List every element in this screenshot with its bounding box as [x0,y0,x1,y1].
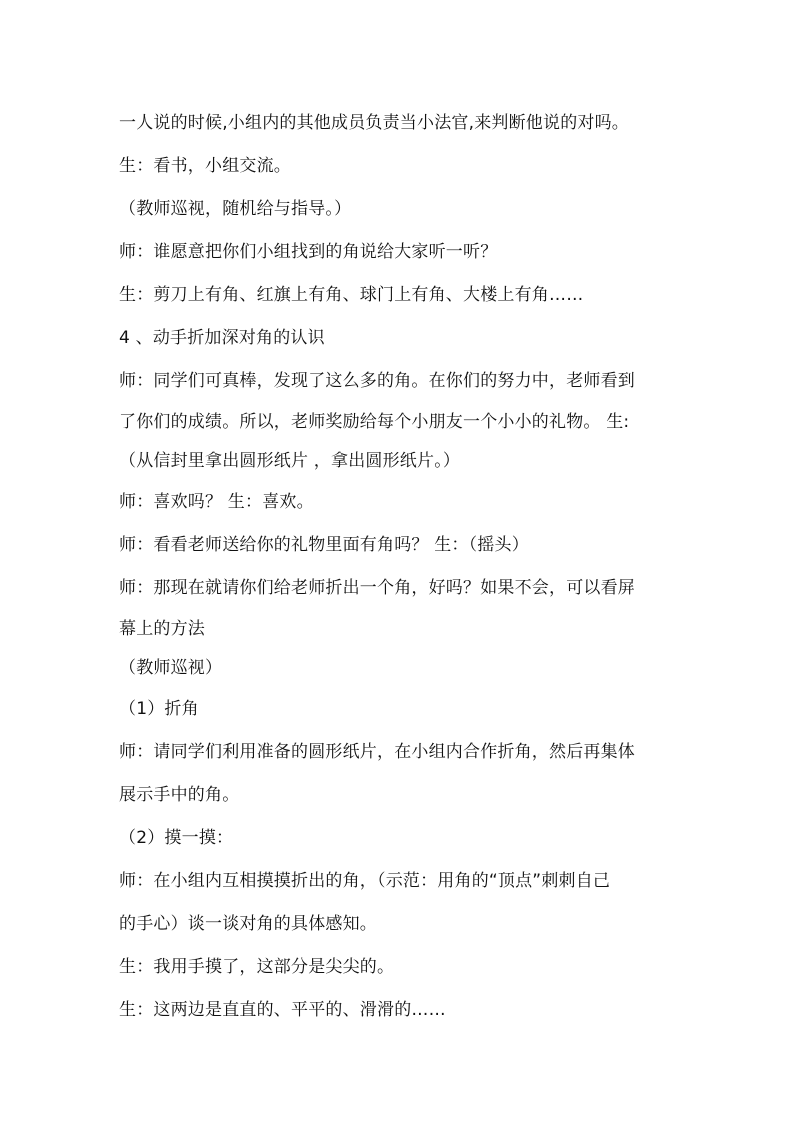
text-line-3: （教师巡视，随机给与指导。） [119,199,352,219]
subheading-touch: （2）摸一摸： [119,828,234,848]
text-line-22: 生：这两边是直直的、平平的、滑滑的…… [119,1000,446,1020]
text-line-10: 师：喜欢吗？ 生：喜欢。 [119,492,314,512]
text-line-21: 生：我用手摸了，这部分是尖尖的。 [119,957,395,977]
text-line-4: 师：谁愿意把你们小组找到的角说给大家听一听？ [119,242,498,262]
subheading-fold-angle: （1）折角 [119,699,199,719]
text-line-9: （从信封里拿出圆形纸片 ，拿出圆形纸片。） [119,451,461,471]
text-line-12: 师：那现在就请你们给老师折出一个角，好吗？如果不会，可以看屏 [119,578,635,598]
text-line-1: 一人说的时候,小组内的其他成员负责当小法官,来判断他说的对吗。 [119,113,630,133]
text-line-17: 展示手中的角。 [119,785,240,805]
text-line-16: 师：请同学们利用准备的圆形纸片，在小组内合作折角，然后再集体 [119,742,635,762]
text-line-5: 生：剪刀上有角、红旗上有角、球门上有角、大楼上有角…… [119,285,584,305]
section-heading-4: 4 、动手折加深对角的认识 [119,328,325,348]
text-line-19: 师：在小组内互相摸摸折出的角，（示范：用角的“顶点”刺刺自己 [119,871,611,891]
text-line-8: 了你们的成绩。所以，老师奖励给每个小朋友一个小小的礼物。 生: [119,412,630,432]
text-line-2: 生：看书，小组交流。 [119,156,291,176]
text-line-11: 师：看看老师送给你的礼物里面有角吗？ 生：（摇头） [119,535,529,555]
text-line-7: 师：同学们可真棒，发现了这么多的角。在你们的努力中，老师看到 [119,371,635,391]
document-body [119,102,679,1032]
text-line-20: 的手心）谈一谈对角的具体感知。 [119,914,377,934]
text-line-13: 幕上的方法 [119,619,205,639]
text-line-14: （教师巡视） [119,658,223,678]
